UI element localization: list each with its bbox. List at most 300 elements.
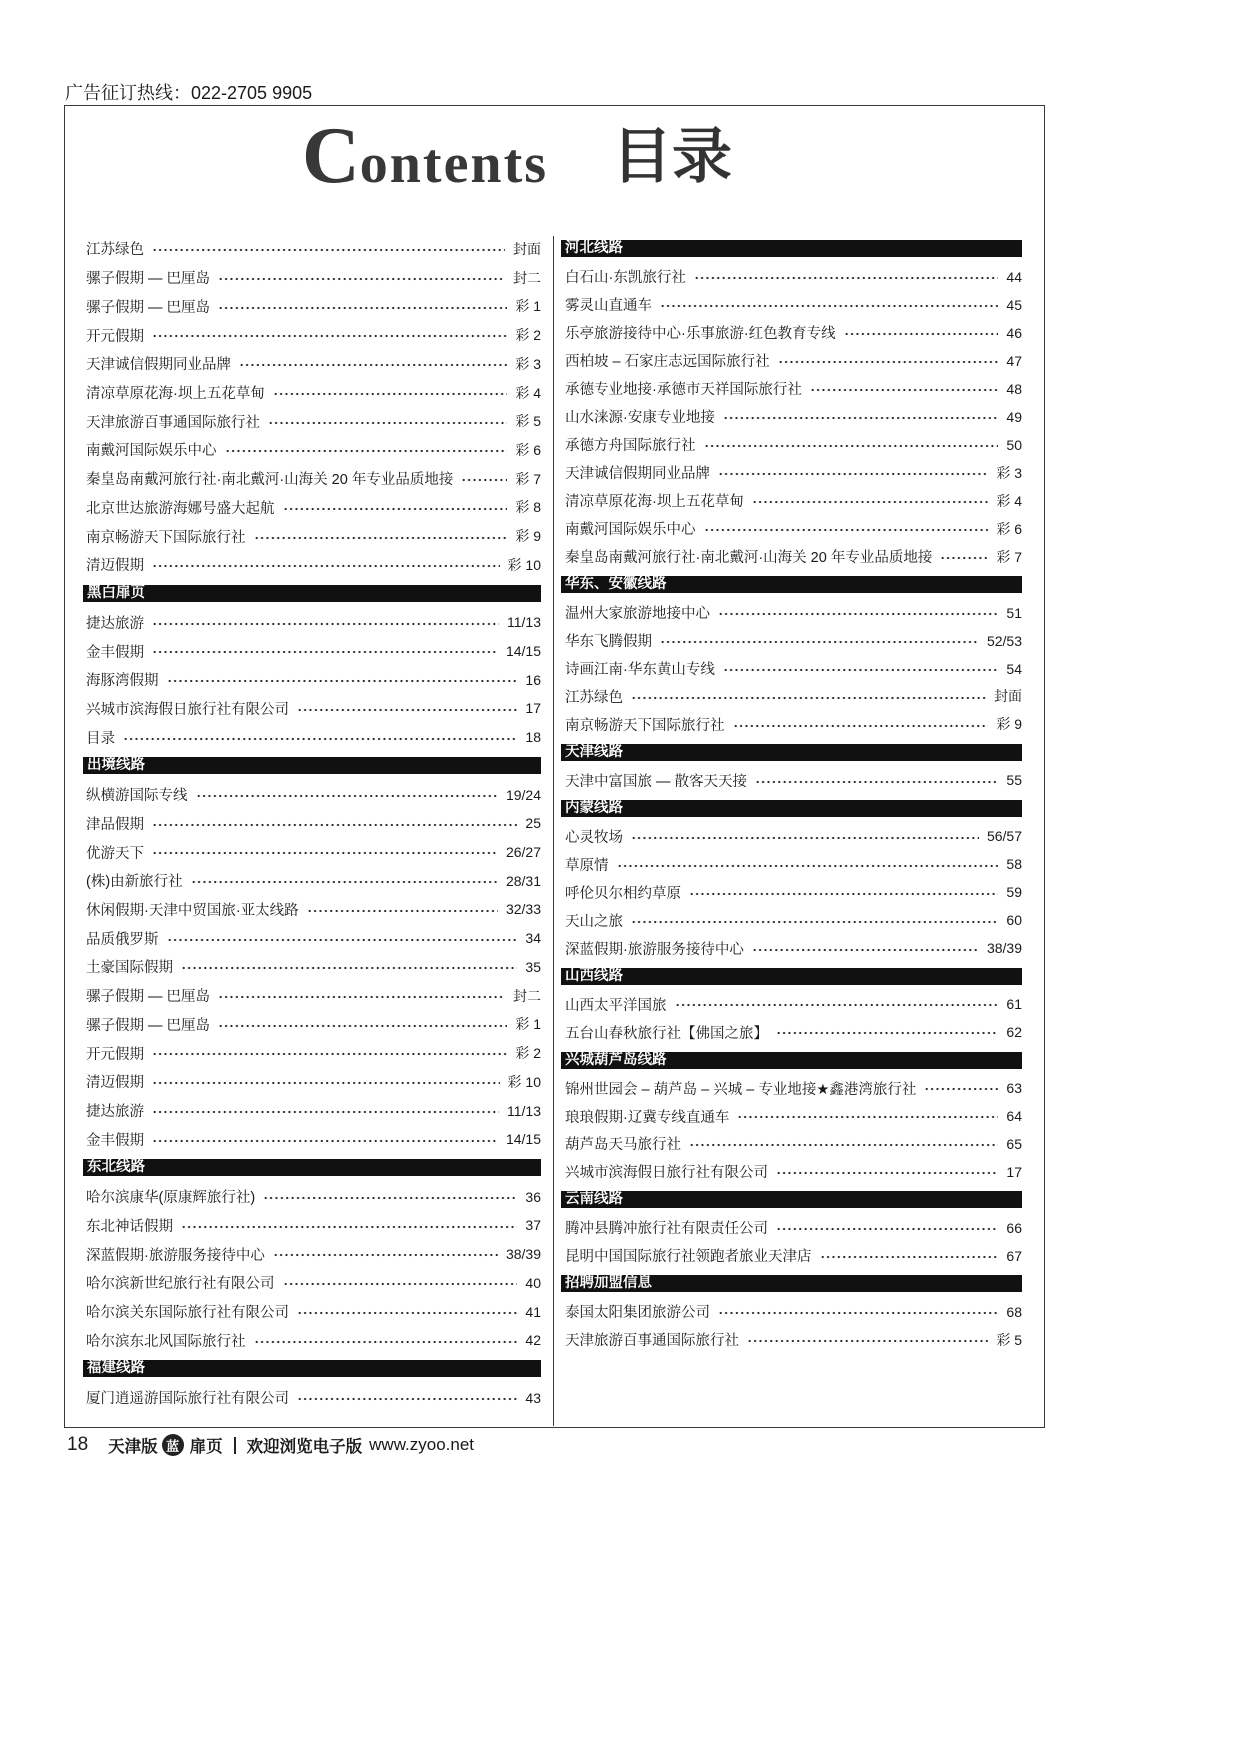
toc-entry [86,551,541,580]
dot-leader [152,1125,498,1154]
entry-title: 骡子假期 — 巴厘岛 [86,1017,211,1034]
entry-page: 封二 [513,987,541,1004]
section-header: 福建线路 [83,1360,541,1377]
entry-title: 厦门逍遥游国际旅行社有限公司 [86,1391,289,1408]
entry-page: 54 [1006,660,1022,677]
toc-entry [86,924,541,953]
entry-page: 彩 10 [507,1073,541,1090]
toc-section [86,579,541,608]
entry-page: 41 [525,1303,541,1320]
entry-page: 彩 3 [996,464,1022,481]
entry-title: 兴城市滨海假日旅行社有限公司 [86,701,289,718]
toc-section [86,752,541,781]
entry-title: 开元假期 [86,1046,144,1063]
dot-leader [196,780,498,809]
entry-title: 清凉草原花海·坝上五花草甸 [86,386,265,403]
toc-section [565,962,1022,990]
entry-title: 锦州世园会 – 葫芦岛 – 兴城 – 专业地接★鑫港湾旅行社 [565,1081,917,1098]
ad-hotline: 广告征订热线：022-2705 9905 [65,83,313,103]
entry-title: 兴城市滨海假日旅行社有限公司 [565,1165,768,1182]
toc-section [86,1355,541,1384]
dot-leader [218,1010,507,1039]
entry-title: 南京畅游天下国际旅行社 [86,529,246,546]
entry-page: 35 [525,958,541,975]
entry-title: 江苏绿色 [86,242,144,259]
dot-leader [718,459,988,487]
dot-leader [723,655,999,683]
entry-title: 休闲假期·天津中贸国旅·亚太线路 [86,902,299,919]
footer-divider [234,1437,236,1454]
dot-leader [254,522,508,551]
entry-title: 承德方舟国际旅行社 [565,438,696,455]
entry-title: (株)由新旅行社 [86,874,183,891]
dot-leader [181,1211,517,1240]
dot-leader [675,990,999,1018]
entry-title: 哈尔滨关东国际旅行社有限公司 [86,1305,289,1322]
entry-title: 承德专业地接·承德市天祥国际旅行社 [565,382,802,399]
entry-title: 骡子假期 — 巴厘岛 [86,989,211,1006]
entry-page: 16 [525,671,541,688]
section-header: 河北线路 [561,240,1022,257]
entry-page: 彩 2 [515,327,541,344]
entry-page: 彩 5 [515,413,541,430]
dot-leader [283,493,508,522]
toc-entry [86,1067,541,1096]
dot-leader [268,407,507,436]
toc-entry [565,934,1022,962]
toc-entry [86,1326,541,1355]
entry-title: 天津旅游百事通国际旅行社 [565,1333,739,1350]
toc-entry [86,407,541,436]
entry-title: 昆明中国国际旅行社领跑者旅业天津店 [565,1249,812,1266]
entry-title: 山西太平洋国旅 [565,997,667,1014]
entry-page: 25 [525,815,541,832]
entry-page: 封二 [513,269,541,286]
dot-leader [718,599,998,627]
entry-page: 17 [1006,1163,1022,1180]
section-header: 云南线路 [561,1191,1022,1208]
dot-leader [733,710,989,738]
entry-title: 心灵牧场 [565,829,623,846]
toc-entry [565,878,1022,906]
entry-page: 18 [525,729,541,746]
dot-leader [776,1214,998,1242]
entry-title: 山水涞源·安康专业地接 [565,410,715,427]
dot-leader [239,349,507,378]
dot-leader [297,1297,517,1326]
entry-page: 彩 1 [515,1016,541,1033]
entry-page: 彩 1 [515,298,541,315]
entry-page: 52/53 [986,632,1022,649]
entry-page: 彩 7 [996,548,1022,565]
toc-entry [565,766,1022,794]
entry-title: 天津诚信假期同业品牌 [86,357,231,374]
toc-entry [86,1182,541,1211]
toc-entry [565,291,1022,319]
entry-page: 38/39 [986,940,1022,957]
toc-section [86,1154,541,1183]
entry-page: 43 [525,1389,541,1406]
entry-title: 金丰假期 [86,644,144,661]
dot-leader [152,1039,507,1068]
toc-entry [565,515,1022,543]
entry-title: 雾灵山直通车 [565,298,652,315]
dot-leader [152,809,517,838]
toc-entry [565,1158,1022,1186]
toc-entry [86,522,541,551]
toc-entry [565,319,1022,347]
entry-title: 白石山·东凯旅行社 [565,270,686,287]
dot-leader [297,694,517,723]
section-header: 华东、安徽线路 [561,576,1022,593]
toc-entry [86,1096,541,1125]
entry-page: 45 [1006,296,1022,313]
entry-title: 南戴河国际娱乐中心 [86,443,217,460]
toc-entry [86,1039,541,1068]
toc-entry [86,838,541,867]
toc-entry [86,235,541,264]
entry-title: 品质俄罗斯 [86,931,159,948]
entry-title: 清凉草原花海·坝上五花草甸 [565,494,744,511]
entry-page: 彩 3 [515,355,541,372]
section-header: 出境线路 [83,757,541,774]
entry-page: 彩 8 [515,499,541,516]
dot-leader [752,934,979,962]
dot-leader [631,822,979,850]
dot-leader [297,1383,517,1412]
dot-leader [810,375,999,403]
entry-title: 优游天下 [86,845,144,862]
entry-page: 38/39 [505,1246,541,1263]
title-chinese: 目录 [612,122,732,192]
entry-page: 32/33 [505,901,541,918]
toc-entry [86,1268,541,1297]
toc-entry [86,809,541,838]
dot-leader [660,291,998,319]
toc-entry [86,1125,541,1154]
toc-entry [565,487,1022,515]
entry-title: 葫芦岛天马旅行社 [565,1137,681,1154]
entry-title: 东北神话假期 [86,1218,173,1235]
footer-welcome: 欢迎浏览电子版 [246,1438,363,1456]
toc-entry [86,464,541,493]
dot-leader [152,321,507,350]
entry-page: 17 [525,700,541,717]
entry-title: 天山之旅 [565,913,623,930]
entry-title: 深蓝假期·旅游服务接待中心 [565,941,744,958]
entry-page: 28/31 [505,872,541,889]
section-header: 招聘加盟信息 [561,1275,1022,1292]
entry-page: 彩 2 [515,1045,541,1062]
entry-page: 51 [1006,604,1022,621]
entry-title: 腾冲县腾冲旅行社有限责任公司 [565,1221,768,1238]
dot-leader [218,263,505,292]
entry-title: 南戴河国际娱乐中心 [565,522,696,539]
entry-page: 46 [1006,324,1022,341]
entry-title: 骡子假期 — 巴厘岛 [86,271,211,288]
dot-leader [167,924,518,953]
dot-leader [273,378,507,407]
dot-leader [152,637,498,666]
column-divider [553,236,554,1426]
toc-entry [565,627,1022,655]
title-contents [302,112,549,200]
entry-title: 清迈假期 [86,1075,144,1092]
dot-leader [776,1158,998,1186]
toc-section [565,794,1022,822]
entry-title: 骡子假期 — 巴厘岛 [86,299,211,316]
toc-entry [565,1326,1022,1354]
dot-leader [747,1326,988,1354]
dot-leader [152,838,498,867]
entry-page: 彩 9 [515,528,541,545]
entry-page: 19/24 [505,786,541,803]
dot-leader [694,263,999,291]
toc-entry [565,1242,1022,1270]
entry-title: 北京世达旅游海娜号盛大起航 [86,500,275,517]
section-header: 内蒙线路 [561,800,1022,817]
toc-entry [86,665,541,694]
toc-entry [565,347,1022,375]
entry-title: 海豚湾假期 [86,673,159,690]
entry-page: 49 [1006,408,1022,425]
entry-title: 哈尔滨东北风国际旅行社 [86,1333,246,1350]
toc-entry [565,1018,1022,1046]
footer-badge: 蓝 [162,1434,184,1456]
dot-leader [273,1240,498,1269]
section-header: 黑白扉页 [83,585,541,602]
entry-page: 彩 9 [996,716,1022,733]
entry-page: 55 [1006,772,1022,789]
entry-page: 48 [1006,380,1022,397]
dot-leader [152,551,500,580]
dot-leader [225,436,508,465]
toc-section [565,1270,1022,1298]
entry-title: 草原情 [565,857,609,874]
entry-page: 彩 4 [515,384,541,401]
toc-entry [565,655,1022,683]
entry-page: 42 [525,1332,541,1349]
entry-title: 津品假期 [86,816,144,833]
toc-entry [86,1383,541,1412]
entry-title: 捷达旅游 [86,1104,144,1121]
entry-page: 47 [1006,352,1022,369]
entry-page: 11/13 [507,1102,541,1119]
dot-leader [778,347,999,375]
entry-page: 14/15 [505,1131,541,1148]
entry-title: 金丰假期 [86,1132,144,1149]
footer-section: 扉页 [189,1438,223,1456]
entry-page: 56/57 [986,828,1022,845]
dot-leader [617,850,999,878]
dot-leader [689,1130,998,1158]
entry-title: 南京畅游天下国际旅行社 [565,717,725,734]
dot-leader [152,235,505,264]
dot-leader [776,1018,998,1046]
entry-page: 50 [1006,436,1022,453]
entry-page: 11/13 [507,614,541,631]
entry-page: 36 [525,1188,541,1205]
dot-leader [263,1182,517,1211]
toc-entry [565,1074,1022,1102]
toc-entry [565,1298,1022,1326]
dot-leader [167,665,518,694]
entry-title: 西柏坡 – 石家庄志远国际旅行社 [565,354,770,371]
entry-title: 捷达旅游 [86,615,144,632]
entry-title: 江苏绿色 [565,689,623,706]
title-rest: ontents [359,133,549,195]
dot-leader [152,608,499,637]
page-footer [67,1432,474,1458]
entry-page: 63 [1006,1080,1022,1097]
dot-leader [283,1268,518,1297]
left-column [86,235,541,1412]
toc-entry [565,431,1022,459]
toc-section [565,571,1022,599]
dot-leader [820,1242,999,1270]
toc-entry [86,1010,541,1039]
entry-page: 彩 6 [996,520,1022,537]
entry-page: 61 [1006,996,1022,1013]
toc-entry [86,292,541,321]
title-initial: C [302,112,360,200]
toc-entry [565,263,1022,291]
section-header: 山西线路 [561,968,1022,985]
entry-page: 37 [525,1217,541,1234]
toc-entry [565,459,1022,487]
toc-entry [86,981,541,1010]
entry-title: 清迈假期 [86,558,144,575]
toc-entry [86,780,541,809]
entry-title: 深蓝假期·旅游服务接待中心 [86,1247,265,1264]
entry-page: 62 [1006,1024,1022,1041]
toc-entry [565,1130,1022,1158]
entry-page: 68 [1006,1303,1022,1320]
entry-title: 琅琅假期·辽冀专线直通车 [565,1109,730,1126]
entry-title: 纵横游国际专线 [86,788,188,805]
toc-entry [565,822,1022,850]
toc-entry [86,1211,541,1240]
dot-leader [844,319,999,347]
entry-page: 67 [1006,1247,1022,1264]
toc-entry [565,683,1022,711]
dot-leader [152,1067,500,1096]
toc-entry [565,403,1022,431]
entry-page: 44 [1006,268,1022,285]
entry-page: 彩 7 [515,470,541,487]
toc-entry [86,263,541,292]
toc-section [565,1186,1022,1214]
toc-entry [86,436,541,465]
toc-entry [86,378,541,407]
dot-leader [218,981,505,1010]
toc-entry [86,694,541,723]
toc-section [565,1046,1022,1074]
toc-entry [86,1240,541,1269]
toc-entry [565,543,1022,571]
entry-title: 呼伦贝尔相约草原 [565,885,681,902]
entry-title: 天津诚信假期同业品牌 [565,466,710,483]
entry-page: 14/15 [505,643,541,660]
entry-title: 开元假期 [86,328,144,345]
toc-entry [86,637,541,666]
footer-edition: 天津版 [108,1438,158,1456]
entry-title: 天津中富国旅 — 散客天天接 [565,773,748,790]
toc-entry [565,710,1022,738]
entry-page: 26/27 [505,844,541,861]
dot-leader [940,543,988,571]
dot-leader [755,766,998,794]
dot-leader [123,723,517,752]
footer-page-number: 18 [67,1434,89,1455]
dot-leader [704,515,989,543]
entry-title: 哈尔滨新世纪旅行社有限公司 [86,1276,275,1293]
toc-entry [86,953,541,982]
dot-leader [660,627,979,655]
entry-title: 秦皇岛南戴河旅行社·南北戴河·山海关 20 年专业品质地接 [86,472,454,489]
entry-page: 58 [1006,856,1022,873]
dot-leader [191,866,498,895]
entry-page: 64 [1006,1108,1022,1125]
entry-title: 秦皇岛南戴河旅行社·南北戴河·山海关 20 年专业品质地接 [565,550,933,567]
dot-leader [718,1298,998,1326]
toc-entry [565,990,1022,1018]
toc-entry [565,1214,1022,1242]
dot-leader [723,403,999,431]
entry-page: 60 [1006,912,1022,929]
toc-entry [86,723,541,752]
toc-entry [86,895,541,924]
toc-entry [86,608,541,637]
entry-title: 泰国太阳集团旅游公司 [565,1305,710,1322]
entry-title: 诗画江南·华东黄山专线 [565,662,715,679]
entry-page: 66 [1006,1219,1022,1236]
toc-entry [86,866,541,895]
entry-title: 哈尔滨康华(原康辉旅行社) [86,1190,256,1207]
section-header: 天津线路 [561,744,1022,761]
toc-entry [565,850,1022,878]
dot-leader [752,487,988,515]
dot-leader [737,1102,998,1130]
entry-page: 彩 4 [996,492,1022,509]
dot-leader [152,1096,499,1125]
entry-title: 温州大家旅游地接中心 [565,606,710,623]
entry-title: 目录 [86,730,115,747]
entry-title: 华东飞腾假期 [565,634,652,651]
toc-entry [565,906,1022,934]
dot-leader [307,895,498,924]
entry-page: 34 [525,930,541,947]
dot-leader [218,292,507,321]
entry-page: 65 [1006,1135,1022,1152]
dot-leader [631,683,986,711]
dot-leader [461,464,507,493]
toc-entry [565,599,1022,627]
footer-url: www.zyoo.net [369,1435,475,1454]
right-column [565,235,1022,1354]
toc-section [565,738,1022,766]
entry-page: 封面 [513,240,541,257]
entry-page: 封面 [994,688,1022,705]
dot-leader [631,906,998,934]
entry-title: 土豪国际假期 [86,960,173,977]
toc-entry [565,375,1022,403]
entry-title: 五台山春秋旅行社【佛国之旅】 [565,1025,768,1042]
toc-entry [86,1297,541,1326]
dot-leader [254,1326,518,1355]
dot-leader [704,431,999,459]
entry-title: 天津旅游百事通国际旅行社 [86,414,260,431]
